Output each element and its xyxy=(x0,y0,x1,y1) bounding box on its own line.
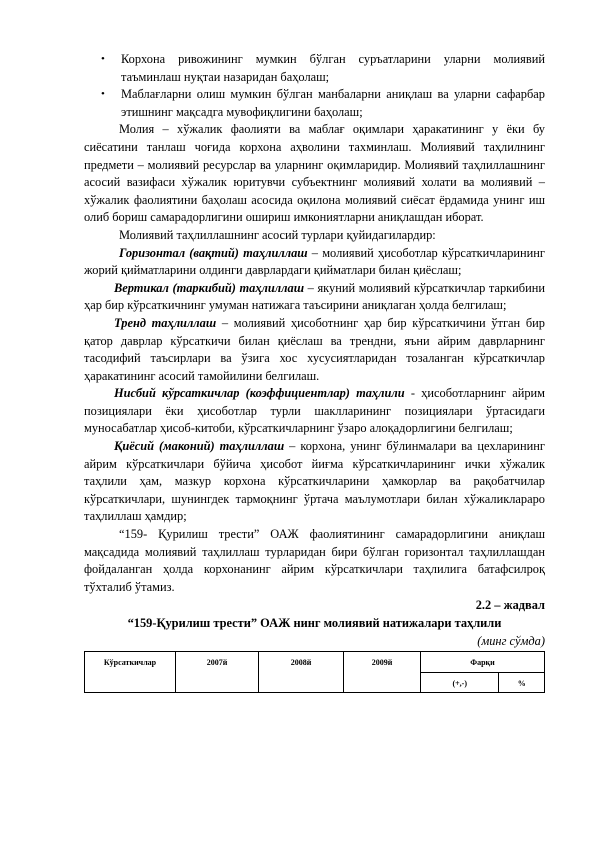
col-header-pct: % xyxy=(499,672,545,693)
analysis-type-vertical xyxy=(84,280,545,315)
analysis-type-horizontal xyxy=(84,245,545,280)
term-description: – корхона, унинг бўлинмалари ва цехларининг айрим кўрсаткичлари бўйича ҳисобот йиғма кўрсаткичларининг ички хўжалик таҳлили ҳам, мазкур корхона кўрсаткичларини ҳамкорлар ва рақобатчилар кўрсаткичлари, шунингдек тармоқнинг ўртача маълумотлари билан хўжаликлараро таҳлиллаш ҳамдир; xyxy=(84,439,545,524)
col-header-2007: 2007й xyxy=(176,652,259,693)
term-label: Горизонтал (вақтий) таҳлиллаш xyxy=(119,245,308,260)
col-header-2009: 2009й xyxy=(344,652,421,693)
col-header-difference: Фарқи xyxy=(421,652,545,673)
col-header-indicators: Кўрсаткичлар xyxy=(85,652,176,693)
paragraph-company-analysis: “159- Қурилиш трести” ОАЖ фаолиятининг самарадорлигини аниқлаш мақсадида молиявий таҳлиллаш турларидан бири бўлган горизонтал таҳлиллашдан фойдаланган ҳолда корхонанинг айрим кўрсаткичлари таҳлилига батафсилроқ тўхталиб ўтамиз. xyxy=(84,527,545,594)
table-number: 2.2 – жадвал xyxy=(475,598,545,613)
term-description: - ҳисоботларнинг айрим позициялари ёки ҳисоботлар турли шаклларининг позициялари ўртасидаги муносабатлар ҳисоб-китоби, кўрсаткичларнинг ўзаро алоқадорлигини белгилаш; xyxy=(84,386,545,436)
term-label: Вертикал (таркибий) таҳлиллаш xyxy=(114,280,305,295)
financial-results-table xyxy=(84,651,545,693)
term-description: – молиявий ҳисоботнинг ҳар бир кўрсаткичини ўтган бир қатор даврлар кўрсаткичи билан қиёслаш ва трендни, яъни айрим даврларнинг тасодифий таъсирлари ва ўзига хос хусусиятларидан тозаланган кўрсаткичлар ҳаракатининг асосий тамойилини белгилаш. xyxy=(84,315,545,383)
table-header-row xyxy=(85,652,545,673)
paragraph-finance-definition: Молия – хўжалик фаолияти ва маблағ оқимлари ҳаракатининг у ёки бу сиёсатини танлаш чоғида корхона аҳволини тахминлаш. Молиявий таҳлилнинг предмети – молиявий ресурслар ва уларнинг оқимларидир. Молиявий таҳлиллашнинг асосий вазифаси хўжалик юритувчи субъектнинг молиявий холати ва молиявий – хўжалик фаолиятини баҳолаш асосида оқилона молиявий сиёсат ёрдамида унинг иш олиб бориш самарадорлигини ошириш имкониятларни аниқлашдан иборат. xyxy=(84,122,545,225)
col-header-abs: (+,-) xyxy=(421,672,499,693)
term-description: – молиявий ҳисоботлар кўрсаткичларининг жорий қийматларини олдинги даврлардаги қийматлари билан қиёслаш; xyxy=(84,245,545,278)
col-header-2008: 2008й xyxy=(259,652,344,693)
table-units: (минг сўмда) xyxy=(477,633,545,648)
paragraph-types-intro: Молиявий таҳлиллашнинг асосий турлари қуйидагилардир: xyxy=(119,227,436,242)
analysis-type-ratios xyxy=(84,385,545,438)
term-description: – якуний молиявий кўрсаткичлар таркибини ҳар бир кўрсаткичнинг умуман натижага таъсирини аниқлаган ҳолда белгилаш; xyxy=(84,280,545,313)
analysis-type-comparative xyxy=(84,438,545,526)
bullet-list xyxy=(84,51,545,121)
term-label: Қиёсий (маконий) таҳлиллаш xyxy=(114,439,285,454)
term-label: Тренд таҳлиллаш xyxy=(114,315,217,330)
analysis-type-trend xyxy=(84,315,545,385)
term-label: Нисбий кўрсаткичлар (коэффициентлар) таҳлили xyxy=(114,386,405,401)
table-title: “159-Қурилиш трести” ОАЖ нинг молиявий натижалари таҳлили xyxy=(127,616,502,630)
bullet-item: • Корхона ривожининг мумкин бўлган суръатларини уларни молиявий таъминлаш нуқтаи назаридан баҳолаш; xyxy=(121,51,545,86)
bullet-item: • Маблағларни олиш мумкин бўлган манбаларни аниқлаш ва уларни сафарбар этишнинг мақсадга мувофиқлигини баҳолаш; xyxy=(121,86,545,121)
document-body xyxy=(84,51,545,693)
